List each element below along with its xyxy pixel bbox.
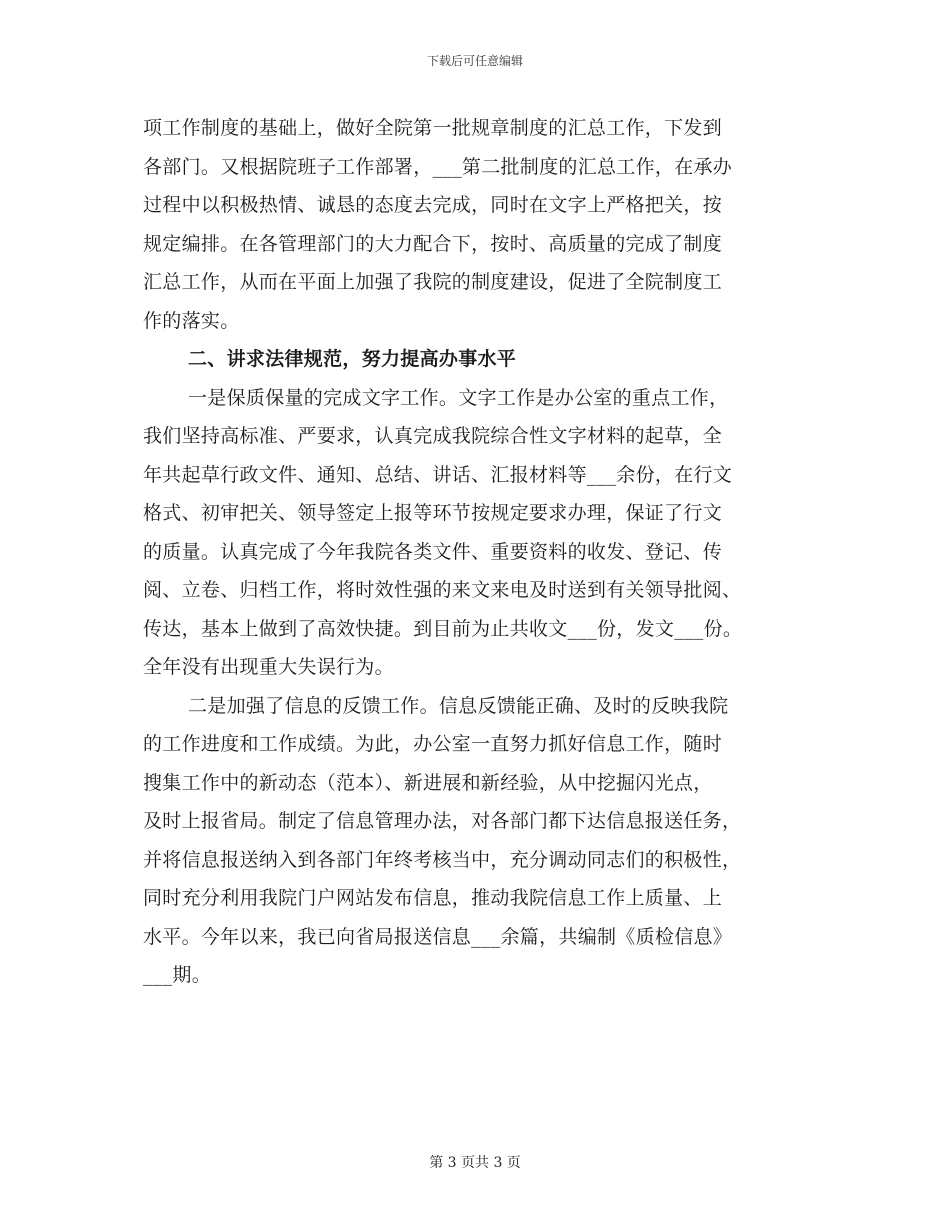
paragraph-text-work (143, 379, 813, 687)
text-line: 规定编排。在各管理部门的大力配合下，按时、高质量的完成了制度 (143, 232, 723, 255)
text-line: ___期。 (143, 964, 212, 986)
text-line: 的工作进度和工作成绩。为此，办公室一直努力抓好信息工作，随时 (143, 733, 723, 755)
text-line: 及时上报省局。制定了信息管理办法，对各部门都下达信息报送任务， (143, 810, 742, 832)
text-line: 的质量。认真完成了今年我院各类文件、重要资料的收发、登记、传 (143, 540, 723, 563)
text-line: 同时充分利用我院门户网站发布信息，推动我院信息工作上质量、上 (143, 887, 723, 909)
text-line: 作的落实。 (143, 309, 240, 332)
page-header: 下载后可任意编辑 (426, 54, 523, 68)
text-line: 二是加强了信息的反馈工作。信息反馈能正确、及时的反映我院 (188, 694, 729, 717)
page-footer: 第 3 页共 3 页 (429, 1155, 521, 1171)
text-line: 过程中以积极热情、诚恳的态度去完成，同时在文字上严格把关，按 (143, 194, 723, 216)
text-line: 传达，基本上做到了高效快捷。到目前为止共收文___份，发文___份。 (143, 617, 743, 640)
text-line: 各部门。又根据院班子工作部署，___第二批制度的汇总工作，在承办 (143, 155, 733, 178)
document-body (143, 109, 813, 995)
text-line: 汇总工作，从而在平面上加强了我院的制度建设，促进了全院制度工 (143, 271, 723, 293)
text-line: 年共起草行政文件、通知、总结、讲话、汇报材料等___余份，在行文 (143, 463, 733, 486)
paragraph-continuation (143, 109, 813, 340)
text-line: 一是保质保量的完成文字工作。文字工作是办公室的重点工作， (188, 386, 729, 409)
text-line: 搜集工作中的新动态（范本）、新进展和新经验，从中挖掘闪光点， (143, 771, 713, 794)
paragraph-information-feedback (143, 687, 813, 995)
text-line: 格式、初审把关、领导签定上报等环节按规定要求办理，保证了行文 (143, 502, 723, 524)
section-heading (143, 340, 813, 379)
text-line: 全年没有出现重大失误行为。 (143, 656, 394, 678)
text-line: 我们坚持高标准、严要求，认真完成我院综合性文字材料的起草，全 (143, 425, 723, 447)
text-line: 水平。今年以来，我已向省局报送信息___余篇，共编制《质检信息》 (143, 925, 733, 948)
text-line: 项工作制度的基础上，做好全院第一批规章制度的汇总工作，下发到 (143, 117, 723, 139)
text-line: 并将信息报送纳入到各部门年终考核当中，充分调动同志们的积极性， (143, 848, 742, 871)
section-heading-text: 二、讲求法律规范，努力提高办事水平 (188, 348, 517, 370)
text-line: 阅、立卷、归档工作，将时效性强的来文来电及时送到有关领导批阅、 (143, 579, 742, 601)
